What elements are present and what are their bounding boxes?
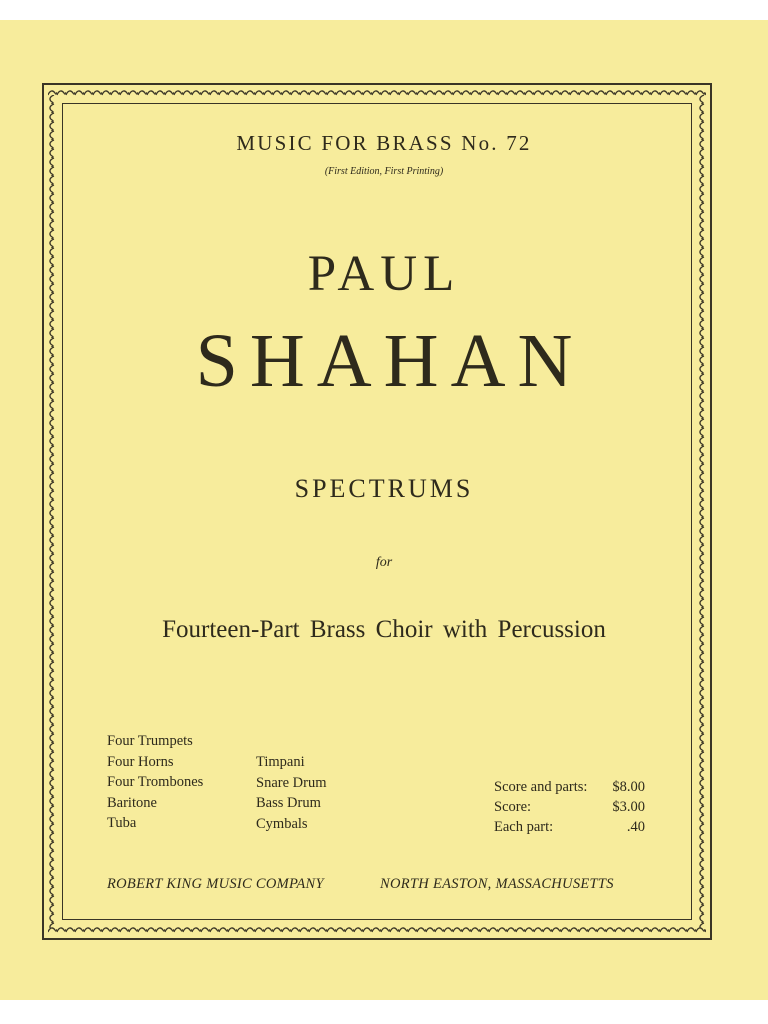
instrument-item: Tuba xyxy=(107,815,137,831)
scoring-line: Fourteen-Part Brass Choir with Percussion xyxy=(162,616,606,643)
price-label: Score and parts: xyxy=(494,779,588,795)
instrument-item: Baritone xyxy=(107,794,157,811)
instrument-item: Four Trumpets xyxy=(107,733,193,749)
price-value: $3.00 xyxy=(612,799,645,815)
price-row xyxy=(494,797,645,817)
composer-first-name: PAUL xyxy=(307,246,461,302)
percussion-instrument-list xyxy=(256,752,326,834)
instrument-item: Four Trombones xyxy=(107,774,204,790)
rope-border-left xyxy=(47,95,57,928)
instrument-item: Snare Drum xyxy=(256,774,327,791)
publisher-name: ROBERT KING MUSIC COMPANY xyxy=(107,876,324,892)
instrument-item: Timpani xyxy=(256,754,305,770)
edition-note: (First Edition, First Printing) xyxy=(324,166,444,177)
rope-border-bottom xyxy=(48,925,706,935)
price-label: Each part: xyxy=(494,819,554,835)
instrument-item: Four Horns xyxy=(107,753,174,770)
price-row xyxy=(494,777,645,797)
instrument-item: Cymbals xyxy=(256,815,308,832)
price-list xyxy=(494,777,645,837)
rope-border-right xyxy=(697,95,707,928)
brass-instrument-list xyxy=(107,731,203,834)
rope-border-top xyxy=(48,88,706,98)
price-label: Score: xyxy=(494,799,532,815)
composer-last-name: SHAHAN xyxy=(195,319,585,403)
publisher-location: NORTH EASTON, MASSACHUSETTS xyxy=(380,876,614,892)
price-value: $8.00 xyxy=(612,779,645,795)
work-title: SPECTRUMS xyxy=(294,474,474,503)
price-row xyxy=(494,817,645,837)
series-title: MUSIC FOR BRASS No. 72 xyxy=(236,131,532,155)
for-text: for xyxy=(375,555,393,570)
price-value: .40 xyxy=(626,819,645,835)
instrument-item: Bass Drum xyxy=(256,795,321,811)
